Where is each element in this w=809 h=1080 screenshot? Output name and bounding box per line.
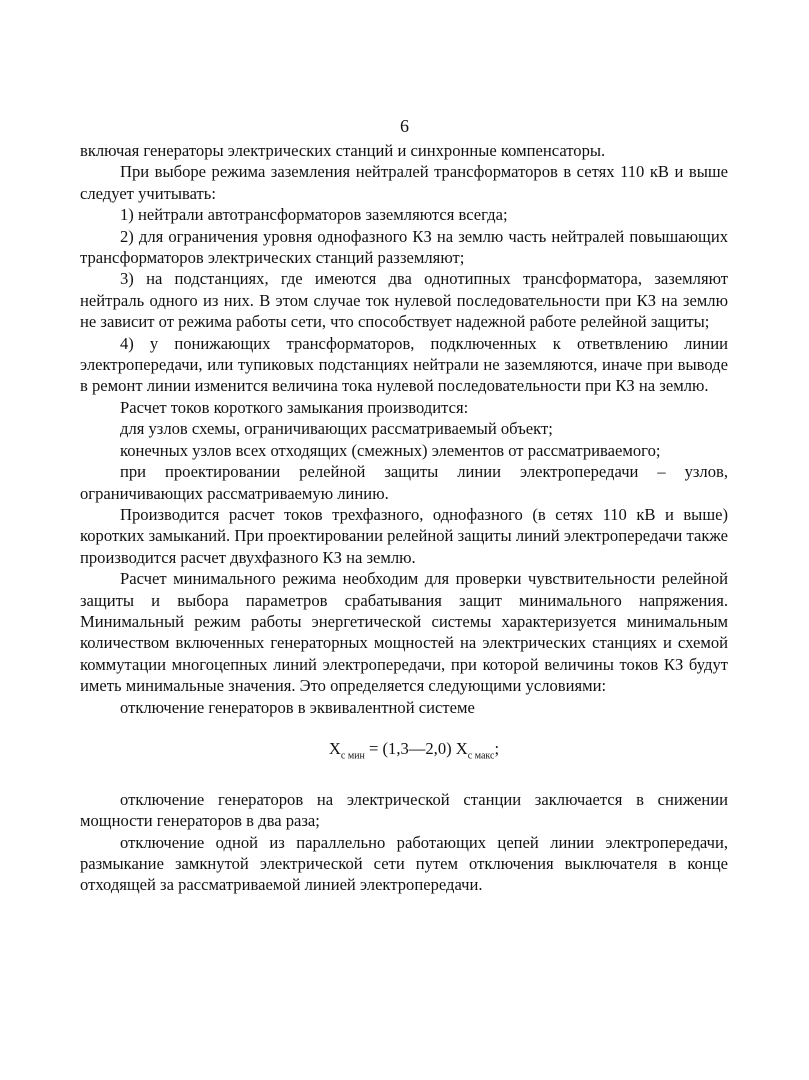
formula-middle: = (1,3—2,0) [364,738,456,758]
list-item: 1) нейтрали автотрансформаторов заземляются всегда; [120,205,508,225]
list-item: для узлов схемы, ограничивающих рассматриваемый объект; [120,419,553,439]
list-item: отключение генераторов в эквивалентной системе [120,697,475,717]
formula-end: ; [494,738,500,758]
list-item: 3) на подстанциях, где имеются два однотипных трансформатора, заземляют нейтраль одного из них. В этом случае ток нулевой последовательности при КЗ на землю не зависит от режима работы сети, что способствует надежной работе релейной защиты; [80,269,728,332]
paragraph: Расчет минимального режима необходим для проверки чувствительности релейной защиты и выбора параметров срабатывания защит минимального напряжения. Минимальный режим работы энергетической системы характеризуется минимальным количеством включенных генераторных мощностей на электрических станциях и схемой коммутации многоцепных линий электропередачи, при которой величины токов КЗ будут иметь минимальные значения. Это определяется следующими условиями: [80,569,728,696]
formula-lhs-symbol: X [328,738,341,758]
list-item: отключение генераторов на электрической станции заключается в снижении мощности генераторов в два раза; [80,789,728,831]
list-item: 2) для ограничения уровня однофазного КЗ на землю часть нейтралей повышающих трансформаторов электрических станций разземляют; [80,226,728,268]
document-body [80,140,728,896]
list-item: 4) у понижающих трансформаторов, подключенных к ответвлению линии электропередачи, или тупиковых подстанциях нейтрали не заземляются, иначе при выводе в ремонт линии изменится величина тока нулевой последовательности при КЗ на землю. [80,333,728,396]
paragraph: включая генераторы электрических станций и синхронные компенсаторы. [80,141,606,160]
page-number: 6 [400,116,409,136]
formula-lhs-subscript: с мин [340,750,365,762]
list-item: отключение одной из параллельно работающих цепей линии электропередачи, размыкание замкнутой электрической сети путем отключения выключателя в конце отходящей за рассматриваемой линией электропередачи. [80,832,728,895]
list-item: конечных узлов всех отходящих (смежных) элементов от рассматриваемого; [120,440,661,460]
formula-rhs-symbol: X [455,738,468,758]
list-item: при проектировании релейной защиты линии электропередачи – узлов, ограничивающих рассматриваемую линию. [80,462,728,503]
paragraph: Производится расчет токов трехфазного, однофазного (в сетях 110 кВ и выше) коротких замыканий. При проектировании релейной защиты линий электропередачи также производится расчет двухфазного КЗ на землю. [80,504,728,567]
paragraph: Расчет токов короткого замыкания производится: [120,397,469,417]
paragraph: При выборе режима заземления нейтралей трансформаторов в сетях 110 кВ и выше следует учитывать: [80,162,728,203]
formula-rhs-subscript: с макс [467,750,495,762]
formula [80,738,728,767]
